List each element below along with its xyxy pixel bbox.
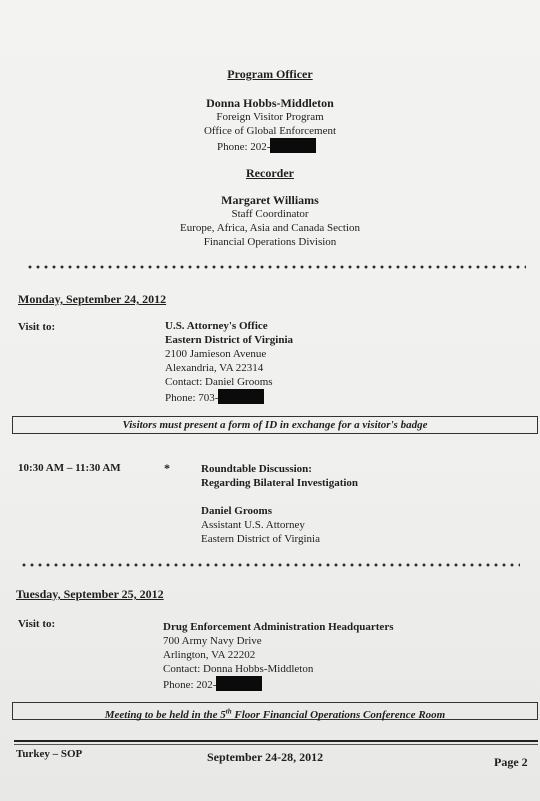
monday-address-block [165,319,293,405]
monday-date: Monday, September 24, 2012 [18,292,167,306]
redaction-block [270,138,316,153]
monday-address-line: 2100 Jamieson Avenue [165,348,267,360]
tuesday-address-line: 700 Army Navy Drive [163,635,262,647]
program-officer-name: Donna Hobbs-Middleton [206,96,334,110]
redaction-block [216,676,262,691]
recorder-line: Staff Coordinator [231,208,309,220]
tuesday-address-block [163,620,393,692]
monday-person-block [201,504,320,546]
monday-address-line: Alexandria, VA 22314 [165,362,264,374]
monday-time: 10:30 AM – 11:30 AM [18,462,121,474]
event-line: Roundtable Discussion: [201,463,312,475]
monday-phone [165,389,293,405]
id-notice-text: Visitors must present a form of ID in exchange for a visitor's badge [122,419,428,431]
phone-label: Phone: 202- [163,679,217,691]
program-officer-phone [217,138,316,154]
phone-label: Phone: 202- [217,141,271,153]
person-line: Eastern District of Virginia [201,533,320,545]
event-line: Regarding Bilateral Investigation [201,477,359,489]
monday-event-block [201,462,358,490]
recorder-heading: Recorder [246,166,294,180]
footer-center: September 24-28, 2012 [207,750,324,764]
bullet-asterisk: * [164,461,170,475]
phone-label: Phone: 703- [165,392,219,404]
dotted-divider [26,265,526,269]
tuesday-visit-label: Visit to: [18,618,56,630]
person-line: Assistant U.S. Attorney [201,519,305,531]
monday-org-line: Eastern District of Virginia [165,334,294,346]
dotted-divider [20,563,520,567]
monday-visit-label: Visit to: [18,321,56,333]
person-name: Daniel Grooms [201,505,272,517]
redaction-block [218,389,264,404]
id-notice-box [12,416,538,434]
tuesday-phone [163,676,393,692]
program-officer-heading: Program Officer [227,67,313,81]
tuesday-contact: Contact: Donna Hobbs-Middleton [163,663,314,675]
tuesday-date: Tuesday, September 25, 2012 [16,587,164,601]
recorder-line: Financial Operations Division [203,236,337,248]
tuesday-address-line: Arlington, VA 22202 [163,649,256,661]
conference-notice-box [12,702,538,720]
footer-rule [14,740,538,742]
program-officer-line: Office of Global Enforcement [203,125,337,137]
footer-page-number: Page 2 [494,755,528,769]
footer-left: Turkey – SOP [16,748,83,760]
program-officer-line: Foreign Visitor Program [216,111,324,123]
monday-contact: Contact: Daniel Grooms [165,376,273,388]
monday-org-line: U.S. Attorney's Office [165,320,268,332]
tuesday-org: Drug Enforcement Administration Headquarters [163,621,394,633]
footer-rule-thin [14,744,538,745]
recorder-name: Margaret Williams [221,193,319,207]
conference-notice-text: Meeting to be held in the 5th Floor Financial Operations Conference Room [104,707,446,721]
recorder-line: Europe, Africa, Asia and Canada Section [180,222,360,234]
